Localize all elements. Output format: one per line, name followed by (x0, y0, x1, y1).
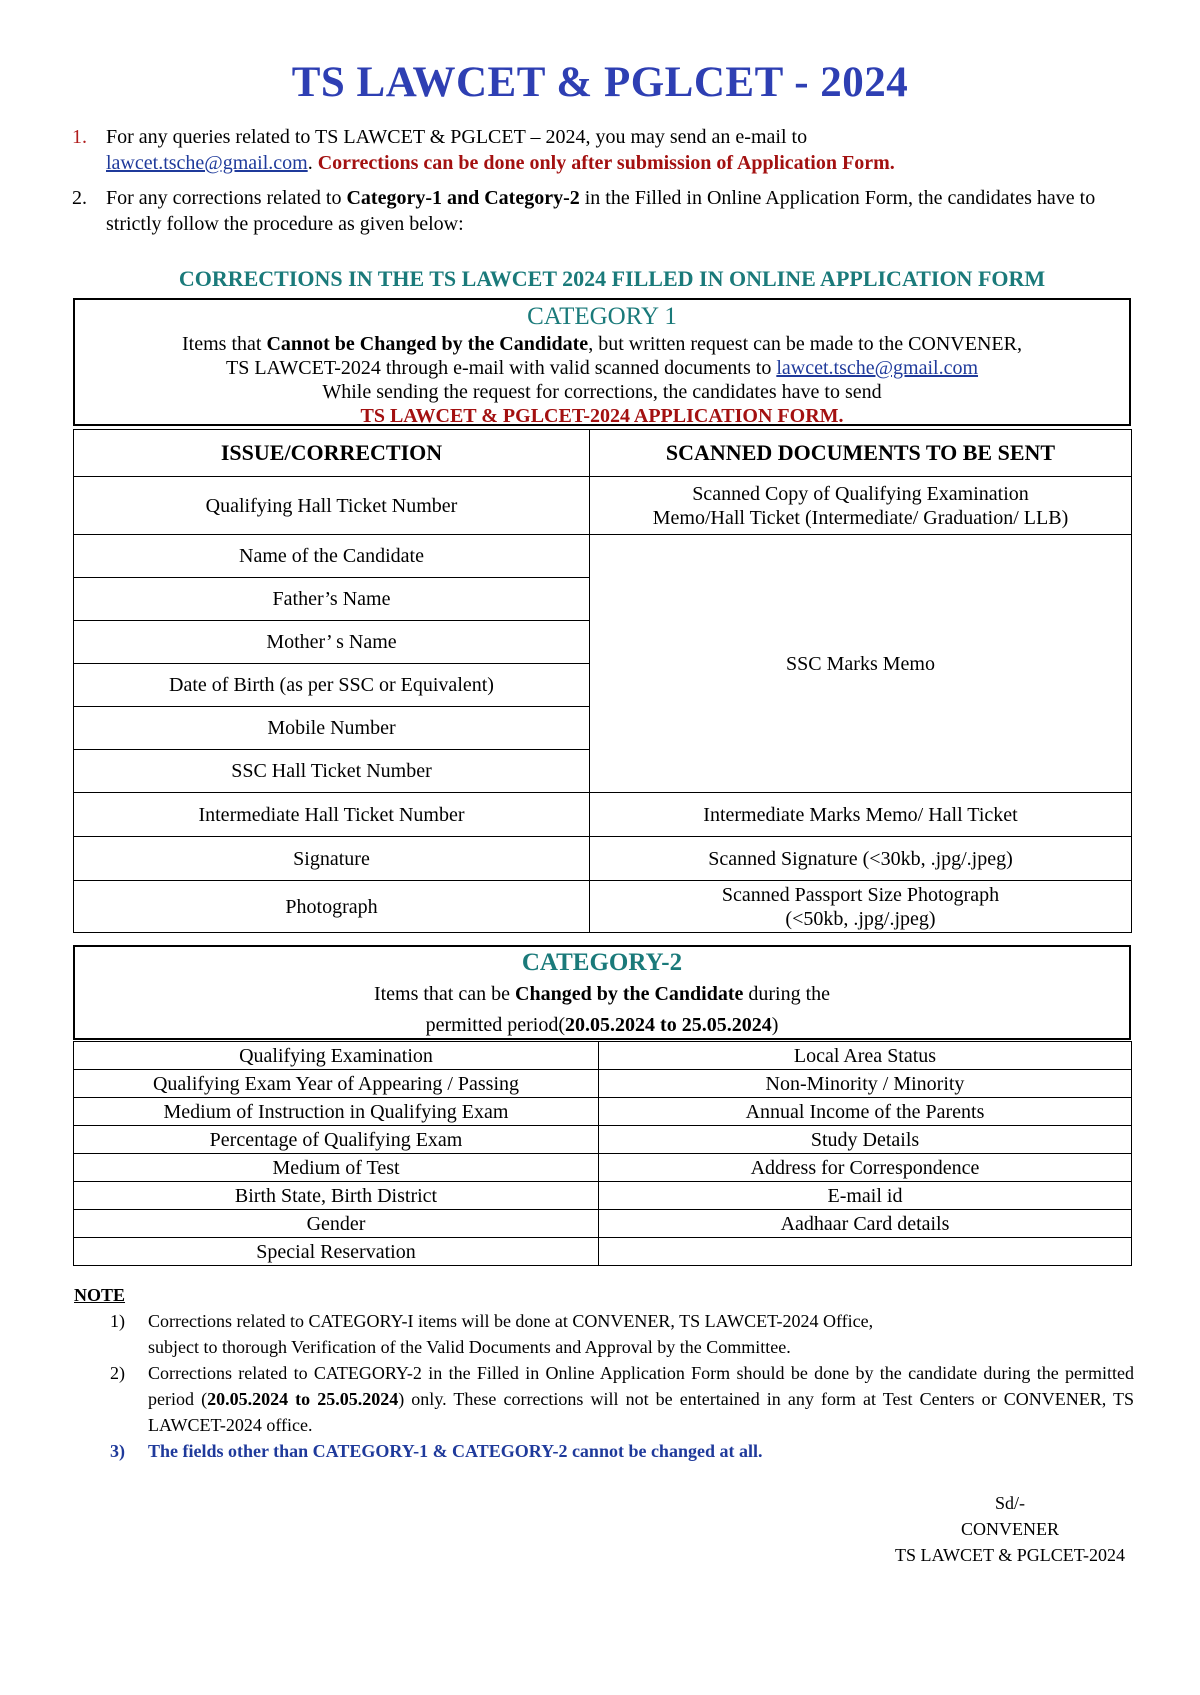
text: Items that (182, 333, 262, 355)
note-bold-dates: 20.05.2024 to 25.05.2024 (207, 1389, 399, 1409)
signature-org: TS LAWCET & PGLCET-2024 (894, 1545, 1126, 1565)
signature-title: CONVENER (961, 1519, 1059, 1539)
category-2-table (73, 1041, 1132, 1266)
note-text: Corrections related to CATEGORY-I items will be done at CONVENER, TS LAWCET-2024 Office, (148, 1311, 874, 1331)
document-cell (590, 881, 1132, 933)
category-1-table (73, 429, 1132, 933)
left-item-cell: Percentage of Qualifying Exam (74, 1126, 599, 1154)
category-2-header (73, 945, 1131, 1040)
right-item-cell: Local Area Status (599, 1042, 1132, 1070)
issue-cell: SSC Hall Ticket Number (74, 750, 590, 793)
table-row (74, 1238, 1132, 1266)
document-line: Memo/Hall Ticket (Intermediate/ Graduation/ LLB) (652, 506, 1069, 529)
left-item-cell: Medium of Test (74, 1154, 599, 1182)
signature-block (860, 1490, 1160, 1568)
corrections-warning: Corrections can be done only after submission of Application Form. (317, 152, 895, 174)
intro-instructions (72, 124, 1132, 237)
bold-date-range: 20.05.2024 to 25.05.2024 (565, 1014, 772, 1036)
intro-text: in the Filled in Online Application Form, the candidates have to strictly follow the procedure as given below: (106, 187, 1096, 235)
table-row (74, 881, 1132, 933)
signature-sd: Sd/- (994, 1493, 1025, 1513)
category-1-header (73, 298, 1131, 426)
left-item-cell: Qualifying Exam Year of Appearing / Passing (74, 1070, 599, 1098)
column-header-issue: ISSUE/CORRECTION (74, 430, 590, 477)
intro-item-2 (72, 185, 1132, 237)
section-heading: CORRECTIONS IN THE TS LAWCET 2024 FILLED IN ONLINE APPLICATION FORM (178, 266, 1046, 291)
note-item-number: 3) (110, 1441, 125, 1461)
document-cell: Scanned Signature (<30kb, .jpg/.jpeg) (590, 837, 1132, 881)
document-line: Scanned Passport Size Photograph (721, 883, 1000, 906)
category-1-line-1 (75, 332, 1129, 356)
text: Items that can be (373, 983, 510, 1005)
table-row (74, 1042, 1132, 1070)
text: ) (771, 1014, 779, 1036)
column-header-documents: SCANNED DOCUMENTS TO BE SENT (590, 430, 1132, 477)
left-item-cell: Qualifying Examination (74, 1042, 599, 1070)
right-item-cell: Non-Minority / Minority (599, 1070, 1132, 1098)
right-item-cell: Study Details (599, 1126, 1132, 1154)
text: TS LAWCET-2024 through e-mail with valid scanned documents to (225, 357, 772, 379)
right-item-cell: Annual Income of the Parents (599, 1098, 1132, 1126)
note-text: Corrections related to CATEGORY-2 in the Filled in Online Application Form should be done by the candidate during the permitted period ( (148, 1363, 1134, 1409)
intro-item-number: 2. (72, 187, 87, 209)
bold-text: Cannot be Changed by the Candidate (266, 333, 589, 355)
text: permitted period( (425, 1014, 566, 1036)
table-row (74, 837, 1132, 881)
note-text: subject to thorough Verification of the Valid Documents and Approval by the Committee. (148, 1337, 791, 1357)
table-row (74, 1210, 1132, 1238)
email-link[interactable]: lawcet.tsche@gmail.com (106, 152, 308, 174)
left-item-cell: Gender (74, 1210, 599, 1238)
text: , but written request can be made to the CONVENER, (588, 333, 1022, 355)
issue-cell: Signature (74, 837, 590, 881)
left-item-cell: Special Reservation (74, 1238, 599, 1266)
category-1-title: CATEGORY 1 (527, 303, 677, 330)
document-line: (<50kb, .jpg/.jpeg) (785, 907, 936, 930)
right-item-cell: Aadhaar Card details (599, 1210, 1132, 1238)
right-item-cell: Address for Correspondence (599, 1154, 1132, 1182)
issue-cell: Mobile Number (74, 707, 590, 750)
issue-cell: Qualifying Hall Ticket Number (74, 477, 590, 535)
note-text: The fields other than CATEGORY-1 & CATEGORY-2 cannot be changed at all. (148, 1441, 763, 1461)
table-header-row (74, 430, 1132, 477)
issue-cell: Date of Birth (as per SSC or Equivalent) (74, 664, 590, 707)
intro-bold-categories: Category-1 and Category-2 (346, 187, 580, 209)
note-item-3 (74, 1438, 1134, 1464)
issue-cell: Mother’ s Name (74, 621, 590, 664)
document-title: TS LAWCET & PGLCET - 2024 (291, 59, 909, 106)
category-1-line-2 (75, 356, 1129, 380)
period: . (307, 152, 313, 174)
note-item-1 (74, 1308, 1134, 1360)
issue-cell: Intermediate Hall Ticket Number (74, 793, 590, 837)
table-row (74, 793, 1132, 837)
table-row (74, 1182, 1132, 1210)
table-row (74, 535, 1132, 578)
document-cell (590, 477, 1132, 535)
right-item-cell (599, 1238, 1132, 1266)
bold-text: Changed by the Candidate (515, 983, 744, 1005)
intro-item-number: 1. (72, 126, 87, 148)
left-item-cell: Medium of Instruction in Qualifying Exam (74, 1098, 599, 1126)
issue-cell: Photograph (74, 881, 590, 933)
email-link[interactable]: lawcet.tsche@gmail.com (776, 357, 979, 379)
note-heading: NOTE (74, 1285, 126, 1305)
table-row (74, 1098, 1132, 1126)
category-2-line-2 (75, 1010, 1129, 1041)
table-row (74, 1070, 1132, 1098)
document-cell: Intermediate Marks Memo/ Hall Ticket (590, 793, 1132, 837)
document-line: Scanned Copy of Qualifying Examination (692, 482, 1029, 505)
text: during the (748, 983, 831, 1005)
note-item-number: 1) (110, 1311, 125, 1331)
issue-cell: Name of the Candidate (74, 535, 590, 578)
table-row (74, 477, 1132, 535)
intro-text: For any queries related to TS LAWCET & PGLCET – 2024, you may send an e-mail to (106, 126, 808, 148)
right-item-cell: E-mail id (599, 1182, 1132, 1210)
ssc-document-cell: SSC Marks Memo (590, 535, 1132, 793)
issue-cell: Father’s Name (74, 578, 590, 621)
note-item-2 (74, 1360, 1134, 1438)
intro-text: For any corrections related to (106, 187, 342, 209)
intro-item-1 (72, 124, 1132, 176)
category-1-line-4: TS LAWCET & PGLCET-2024 APPLICATION FORM. (360, 405, 844, 427)
category-2-title: CATEGORY-2 (521, 949, 683, 976)
table-row (74, 1154, 1132, 1182)
note-text: ) only. These corrections will not be entertained in any form at Test Centers or CONVENER, TS LAWCET-2024 office. (148, 1389, 1134, 1435)
left-item-cell: Birth State, Birth District (74, 1182, 599, 1210)
table-row (74, 1126, 1132, 1154)
note-section (74, 1282, 1134, 1464)
category-1-line-3: While sending the request for corrections, the candidates have to send (322, 381, 882, 403)
category-2-line-1 (75, 979, 1129, 1010)
note-item-number: 2) (110, 1363, 125, 1383)
